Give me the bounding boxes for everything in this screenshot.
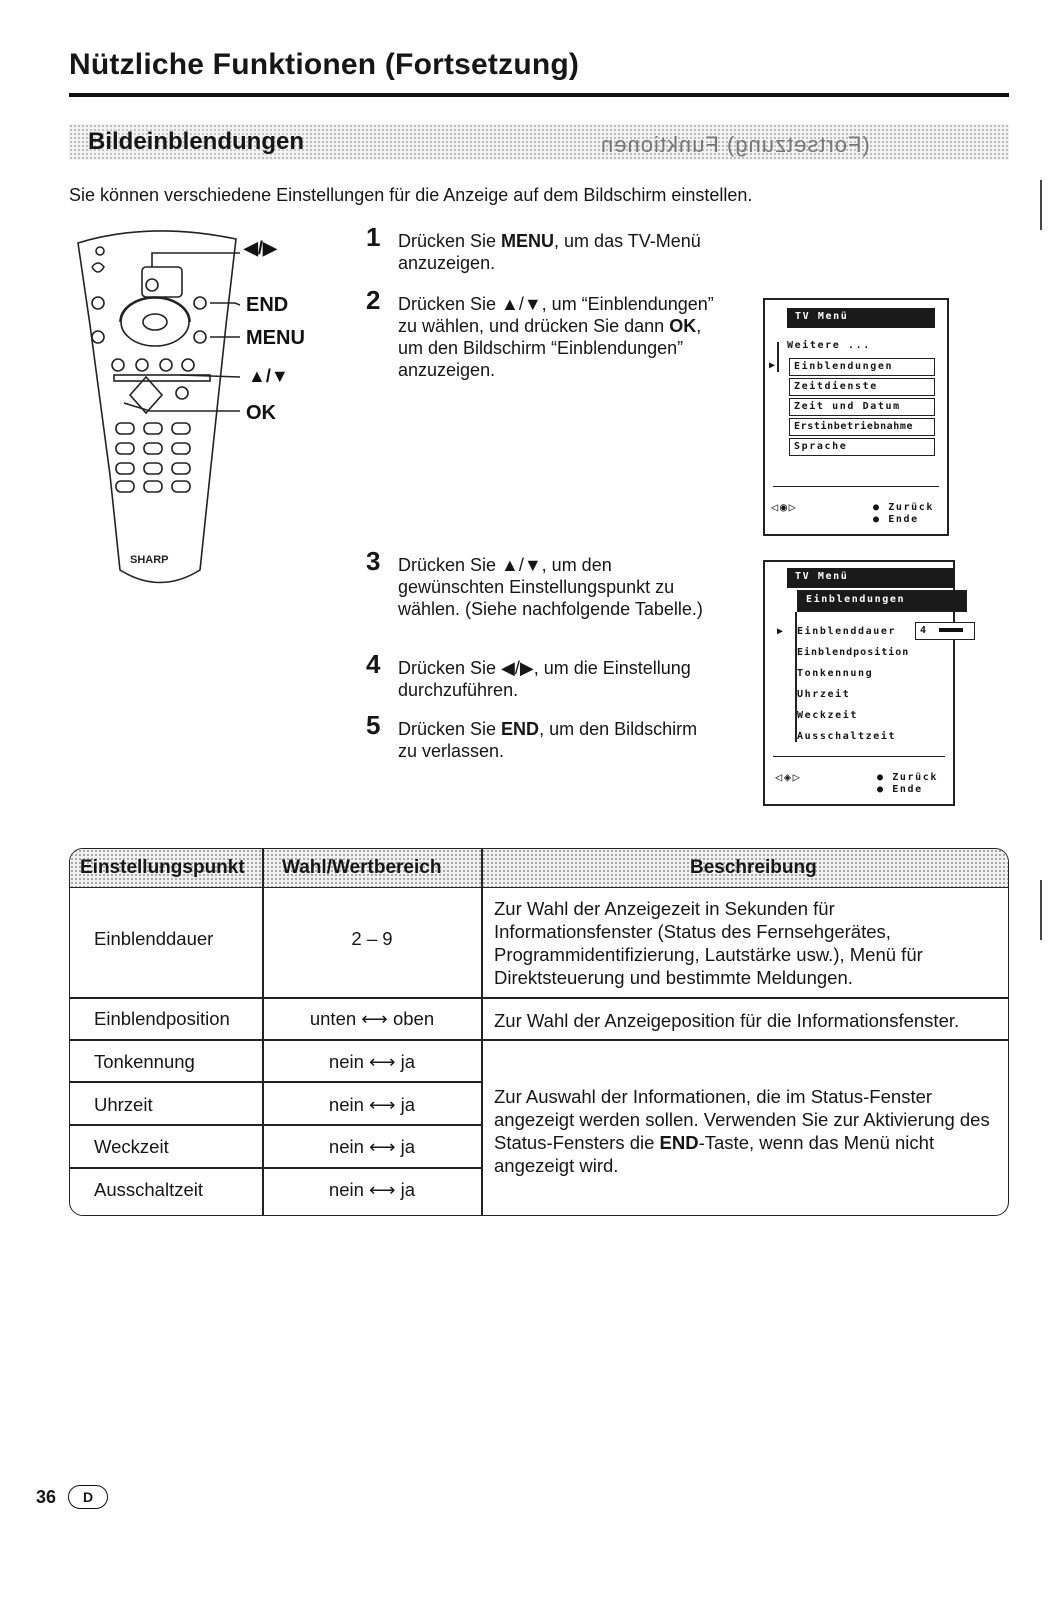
footer-back: ● Zurück [873, 502, 934, 513]
title-rule [69, 93, 1009, 97]
step-number: 3 [366, 546, 381, 576]
table-cell-range: nein ⟷ ja [328, 1136, 416, 1157]
selection-pointer-icon: ▶ [769, 360, 777, 371]
selection-pointer-icon: ▶ [777, 626, 785, 637]
menu-item-zeitdienste[interactable]: Zeitdienste [789, 378, 935, 396]
callout-menu: MENU [246, 327, 305, 349]
menu-item-weckzeit[interactable]: Weckzeit [797, 710, 858, 721]
step-number: 2 [366, 285, 381, 315]
table-cell-range: 2 – 9 [351, 928, 393, 949]
value-box[interactable] [915, 622, 975, 640]
column-header: Einstellungspunkt [80, 857, 245, 878]
footer-end: ● Ende [873, 514, 919, 525]
menu-item-einblendposition[interactable]: Einblendposition [797, 647, 910, 658]
table-cell-range: nein ⟷ ja [328, 1051, 416, 1072]
section-title: Bildeinblendungen [88, 128, 304, 155]
step-text: Drücken Sie END, um den Bildschirm zu verlassen. [398, 719, 698, 761]
table-cell-item: Uhrzeit [94, 1094, 153, 1115]
step-text: Drücken Sie ▲/▼, um “Einblendungen” zu wählen, und drücken Sie dann OK, um den Bildschirm “Einblendungen” anzuzeigen. [398, 294, 714, 380]
value-text: 4 [920, 625, 928, 636]
menu-more: Weitere ... [787, 340, 871, 351]
menu-item-erstinbetriebnahme[interactable]: Erstinbetriebnahme [789, 418, 935, 436]
table-cell-range: nein ⟷ ja [328, 1094, 416, 1115]
step-number: 1 [366, 222, 381, 252]
table-cell-item: Einblenddauer [94, 928, 214, 949]
screen-header: TV Menü [787, 568, 955, 588]
table-cell-item: Einblendposition [94, 1008, 230, 1029]
screen-subheader: Einblendungen [797, 590, 967, 612]
callout-end: END [246, 294, 289, 316]
table-cell-item: Ausschaltzeit [94, 1179, 203, 1200]
value-bar [939, 628, 963, 632]
footer-back: ● Zurück [877, 772, 938, 783]
step-number: 5 [366, 710, 381, 740]
step-text: Drücken Sie MENU, um das TV-Menü anzuzeigen. [398, 231, 701, 273]
remote-control-illustration [60, 222, 381, 605]
table-cell-item: Tonkennung [94, 1051, 195, 1072]
table-cell-item: Weckzeit [94, 1136, 169, 1157]
page-number: 36 [36, 1487, 57, 1507]
menu-item-uhrzeit[interactable]: Uhrzeit [797, 689, 851, 700]
screen-header: TV Menü [787, 308, 935, 328]
table-cell-desc-shared: Zur Auswahl der Informationen, die im Status-Fenster angezeigt werden sollen. Verwenden Sie zur Aktivierung des Status-Fensters die END-Taste, wenn das Menü nicht angezeigt wird. [494, 1086, 990, 1176]
footer-end: ● Ende [877, 784, 923, 795]
menu-item-einblenddauer[interactable]: Einblenddauer [797, 626, 897, 637]
settings-table [69, 848, 1009, 1216]
table-cell-range: unten ⟷ oben [309, 1008, 435, 1029]
menu-item-tonkennung[interactable]: Tonkennung [797, 668, 874, 679]
step-text: Drücken Sie ◀/▶, um die Einstellung durchzuführen. [398, 658, 691, 700]
nav-pad-icon: ◁◈▷ [775, 770, 802, 784]
column-header: Wahl/Wertbereich [282, 857, 442, 878]
language-badge: D [68, 1485, 108, 1509]
step-text: Drücken Sie ▲/▼, um den gewünschten Einstellungspunkt zu wählen. (Siehe nachfolgende Tabelle.) [398, 555, 703, 619]
step-number: 4 [366, 649, 381, 679]
intro-text: Sie können verschiedene Einstellungen für die Anzeige auf dem Bildschirm einstellen. [69, 185, 753, 205]
nav-pad-icon: ◁◉▷ [771, 500, 798, 514]
menu-item-einblendungen[interactable]: Einblendungen [789, 358, 935, 376]
column-header: Beschreibung [690, 857, 817, 878]
callout-ok: OK [246, 402, 276, 424]
remote-brand: SHARP [130, 554, 169, 566]
edge-mark [1040, 880, 1042, 940]
menu-item-ausschaltzeit[interactable]: Ausschaltzeit [797, 731, 897, 742]
menu-item-sprache[interactable]: Sprache [789, 438, 935, 456]
section-ghost-text: (Fortsetzung) Funktionen [600, 132, 870, 157]
callout-left-right: ◀/▶ [244, 238, 277, 258]
einblendungen-screen [763, 560, 955, 806]
callout-up-down: ▲/▼ [248, 366, 289, 386]
table-cell-range: nein ⟷ ja [328, 1179, 416, 1200]
edge-mark [1040, 180, 1042, 230]
menu-item-zeit-und-datum[interactable]: Zeit und Datum [789, 398, 935, 416]
table-cell-desc: Zur Wahl der Anzeigezeit in Sekunden für Informationsfenster (Status des Fernsehgerätes, Programmidentifizierung, Lautstärke usw.), Menü für Direktsteuerung und bestimmte Meldungen. [494, 898, 923, 988]
table-cell-desc: Zur Wahl der Anzeigeposition für die Informationsfenster. [494, 1010, 960, 1031]
page-title: Nützliche Funktionen (Fortsetzung) [69, 48, 580, 81]
tv-menu-screen [763, 298, 949, 536]
